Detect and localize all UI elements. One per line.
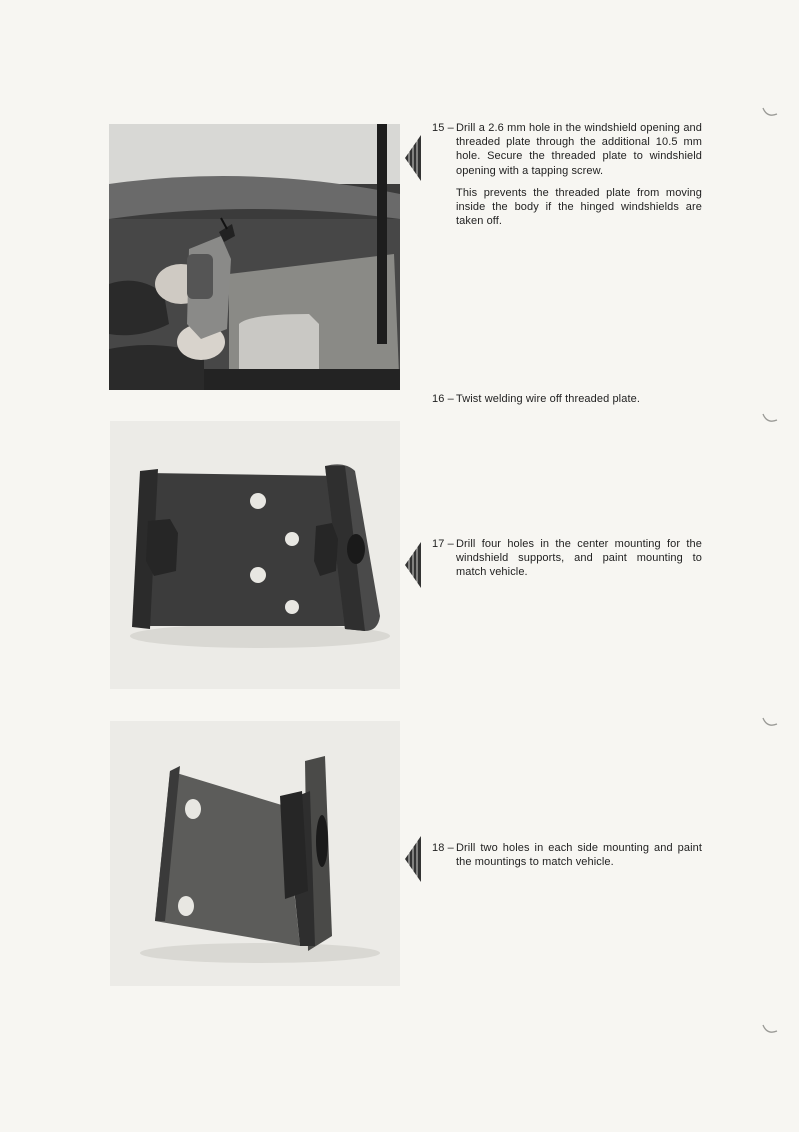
step-text: Drill two holes in each side mounting and paint the mountings to match vehicle. <box>456 842 702 869</box>
pointer-arrow-icon <box>405 836 421 882</box>
step-number: 16 – <box>432 393 454 405</box>
step-note: This prevents the threaded plate from moving inside the body if the hinged windshields are taken off. <box>456 186 702 228</box>
step-text: Drill a 2.6 mm hole in the windshield opening and threaded plate through the additional 10.5 mm hole. Secure the threaded plate to windshield opening with a tapping screw. <box>456 122 702 177</box>
binder-hole-icon <box>761 1021 779 1037</box>
binder-hole-icon <box>761 410 779 426</box>
step-15 <box>432 121 702 228</box>
step-18 <box>432 841 702 869</box>
step-number: 17 – <box>432 538 454 550</box>
step-number: 18 – <box>432 842 454 854</box>
step-17 <box>432 537 702 580</box>
binder-hole-icon <box>761 714 779 730</box>
step-text: Twist welding wire off threaded plate. <box>456 393 640 405</box>
photo-side-mounting <box>110 721 400 986</box>
step-16 <box>432 392 702 406</box>
binder-hole-icon <box>761 104 779 120</box>
step-text: Drill four holes in the center mounting for the windshield supports, and paint mounting to match vehicle. <box>456 538 702 579</box>
photo-center-mounting <box>110 421 400 689</box>
pointer-arrow-icon <box>405 542 421 588</box>
photo-drilling-windshield-opening <box>109 124 400 390</box>
pointer-arrow-icon <box>405 135 421 181</box>
step-number: 15 – <box>432 122 454 134</box>
